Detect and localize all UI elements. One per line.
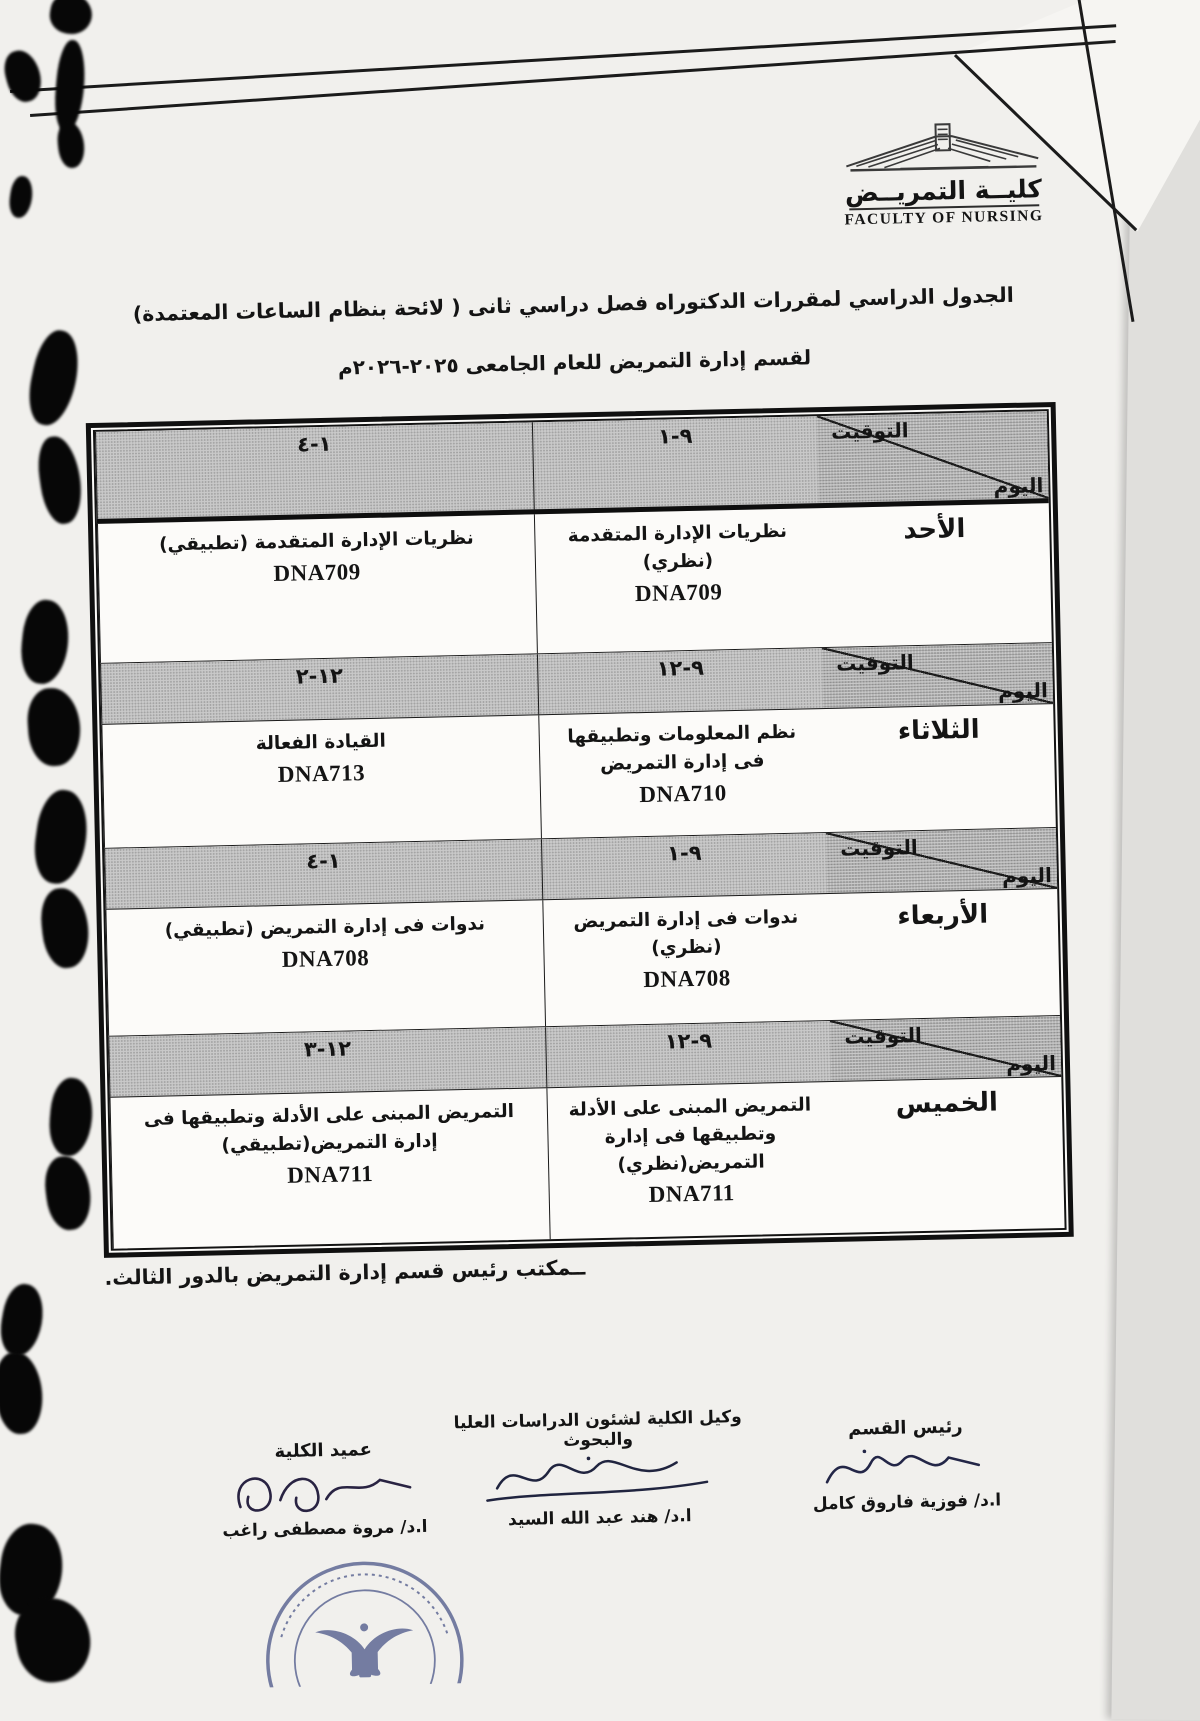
signature-name: ا.د/ هند عبد الله السيد: [507, 1506, 692, 1531]
day-row-thursday: [110, 1077, 1065, 1249]
course-name: التمريض المبنى على الأدلة وتطبيقها فى إدارة التمريض(نظري): [568, 1094, 812, 1176]
course-code: DNA708: [643, 964, 731, 992]
signature-handwriting: [478, 1448, 719, 1509]
document-title-line2: لقسم إدارة التمريض للعام الجامعى ٢٠٢٥-٢٠٢٦م: [337, 345, 812, 380]
day-row-tuesday: [101, 704, 1055, 849]
time-day-corner-cell: [822, 643, 1053, 708]
signature-block-dean: [208, 1438, 440, 1542]
course-cell: [534, 508, 822, 653]
day-corner-label: اليوم: [993, 473, 1044, 499]
day-row-sunday: [97, 503, 1052, 664]
time-slot-cell: ٢-١٢: [100, 654, 538, 724]
time-corner-label: التوقيت: [830, 418, 909, 444]
time-slot-cell: ١-٩: [532, 416, 819, 509]
course-cell: [101, 715, 541, 848]
course-code: DNA709: [273, 558, 362, 586]
time-day-corner-cell: [817, 411, 1049, 503]
day-name-cell: الأحد: [902, 513, 966, 546]
signature-name: ا.د/ مروة مصطفى راغب: [222, 1516, 428, 1542]
time-slot-cell: ١٢-٩: [537, 648, 823, 714]
time-day-corner-cell: [826, 828, 1057, 893]
signature-block-vice-dean: [417, 1406, 779, 1532]
signature-name: ا.د/ فوزية فاروق كامل: [812, 1490, 1002, 1515]
course-name: نظريات الإدارة المتقدمة (نظري): [567, 520, 788, 573]
day-row-wednesday: [105, 889, 1060, 1037]
course-cell: [110, 1088, 550, 1248]
course-code: DNA713: [277, 759, 366, 787]
course-code: DNA711: [648, 1180, 736, 1208]
faculty-logo: [834, 118, 1051, 230]
course-cell: [546, 1082, 834, 1239]
course-cell: [97, 514, 537, 663]
time-slot-cell: ٤-١: [95, 422, 534, 519]
time-slot-cell: ٤-١: [104, 839, 542, 909]
office-location-note-text: ــمكتب رئيس قسم إدارة التمريض بالدور الثالث.: [104, 1255, 586, 1290]
university-stamp: [258, 1555, 471, 1688]
time-corner-label: التوقيت: [839, 835, 918, 861]
document-title-line1: الجدول الدراسي لمقررات الدكتوراه فصل دراسي ثانى ( لائحة بنظام الساعات المعتمدة): [132, 282, 1014, 327]
day-corner-label: اليوم: [1005, 1051, 1057, 1077]
university-building-icon: [839, 118, 1045, 174]
course-cell: [538, 709, 826, 838]
course-code: DNA708: [281, 944, 370, 972]
time-day-corner-cell: [830, 1016, 1061, 1081]
time-corner-label: التوقيت: [835, 650, 914, 676]
course-name: القيادة الفعالة: [255, 730, 387, 755]
course-code: DNA710: [639, 779, 727, 807]
time-slot-cell: ٣-١٢: [108, 1027, 546, 1097]
course-name: ندوات فى إدارة التمريض (تطبيقي): [164, 913, 486, 942]
course-name: نظريات الإدارة المتقدمة (تطبيقي): [158, 527, 474, 556]
logo-english-name: FACULTY OF NURSING: [844, 207, 1044, 229]
schedule-table-inner: [93, 409, 1067, 1251]
day-name-cell: الأربعاء: [897, 899, 989, 932]
time-corner-label: التوقيت: [844, 1023, 923, 1049]
course-name: التمريض المبنى على الأدلة وتطبيقها فى إدارة التمريض(تطبيقي): [143, 1100, 515, 1157]
day-name-cell: الخميس: [895, 1087, 999, 1120]
course-name: ندوات فى إدارة التمريض (نظري): [573, 906, 799, 959]
course-cell: [105, 900, 545, 1036]
course-code: DNA709: [634, 578, 723, 606]
signature-handwriting: [224, 1459, 425, 1519]
day-name-cell: الثلاثاء: [897, 714, 980, 747]
signature-role: عميد الكلية: [274, 1439, 373, 1463]
schedule-table: [86, 402, 1074, 1258]
logo-arabic-name: كليــة التمريــض: [844, 174, 1043, 208]
signature-handwriting: [816, 1437, 997, 1493]
day-corner-label: اليوم: [997, 678, 1049, 704]
course-name: نظم المعلومات وتطبيقها فى إدارة التمريض: [567, 721, 797, 775]
course-cell: [542, 894, 830, 1026]
signature-role: رئيس القسم: [847, 1416, 963, 1440]
signature-block-head-of-department: [788, 1415, 1025, 1515]
time-slot-cell: ١-٩: [541, 833, 827, 899]
signature-role: وكيل الكلية لشئون الدراسات العليا والبحوث: [453, 1407, 742, 1451]
course-code: DNA711: [286, 1160, 374, 1188]
day-corner-label: اليوم: [1001, 863, 1053, 889]
time-slot-cell: ١٢-٩: [545, 1021, 831, 1087]
